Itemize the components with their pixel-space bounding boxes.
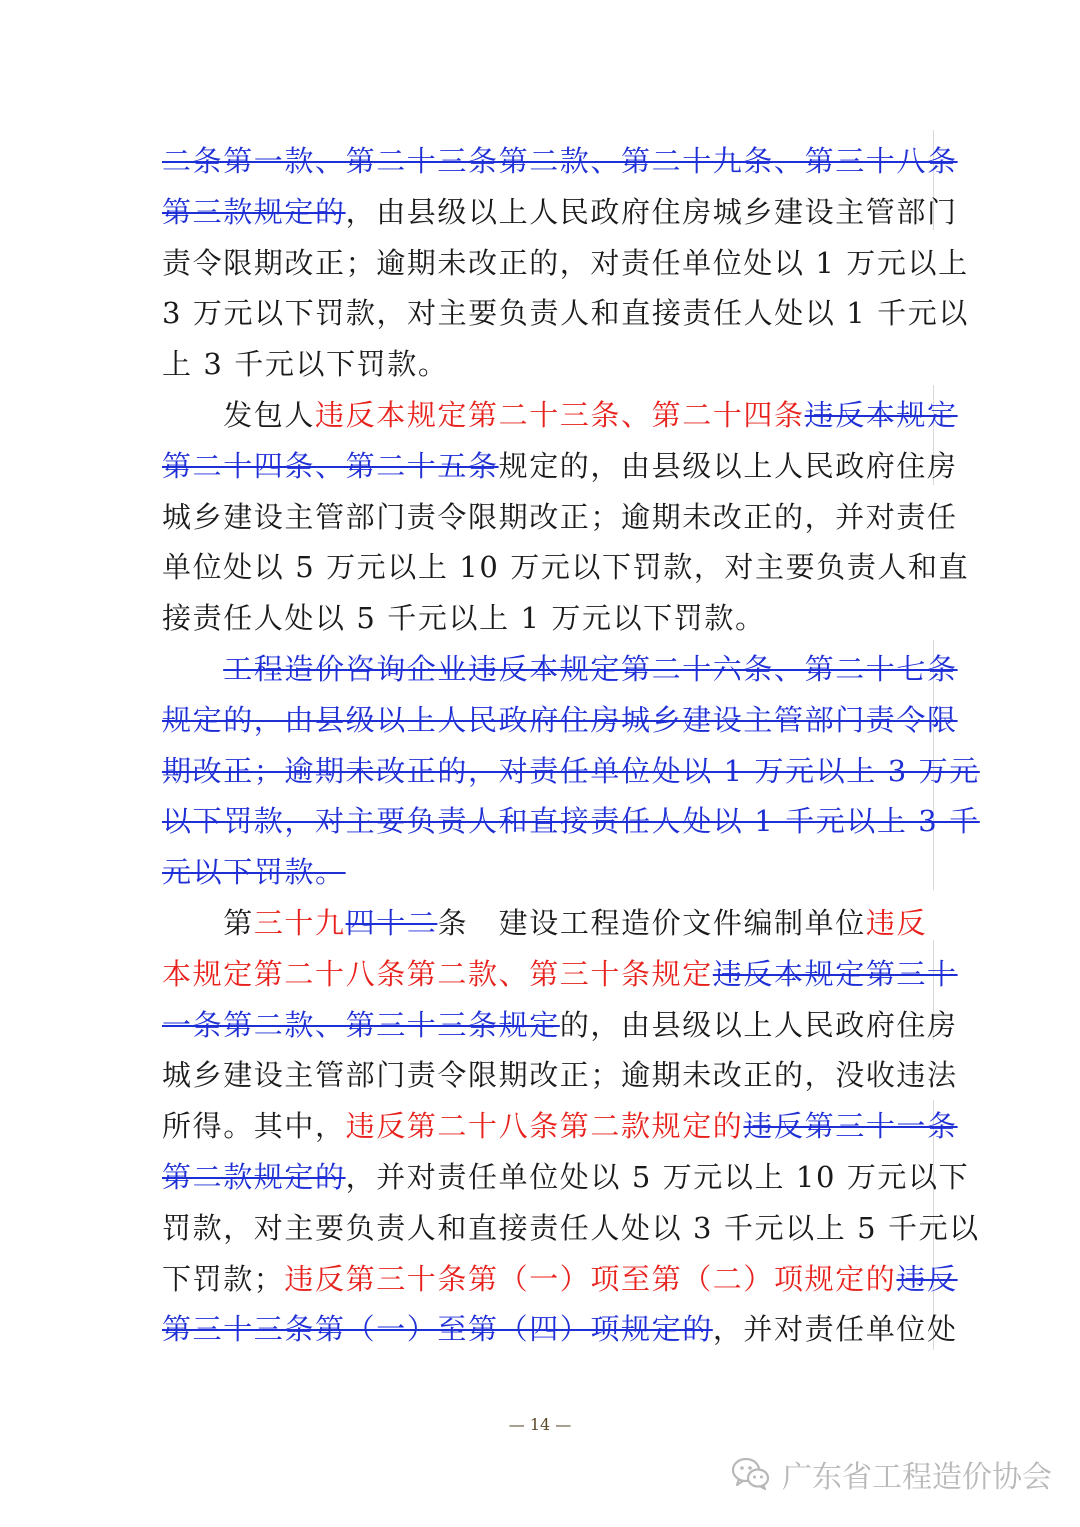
deleted-text: 违反 (896, 1261, 958, 1296)
text-line (162, 288, 969, 339)
body-text: 发包人 (162, 397, 316, 432)
body-text: ，并对责任单位处以 5 万元以上 10 万元以下 (345, 1159, 970, 1194)
wechat-icon (732, 1457, 770, 1491)
inserted-text: 违反第二十八条第二款规定的 (345, 1109, 744, 1144)
text-line (162, 1000, 958, 1051)
deleted-text: 一条第二款、第三十三条规定 (162, 1007, 560, 1042)
body-text: ，由县级以上人民政府住房城乡建设主管部门 (345, 194, 958, 229)
text-line (162, 187, 958, 238)
body-text: 罚款，对主要负责人和直接责任人处以 3 千元以上 5 千元以 (162, 1210, 980, 1245)
deleted-text: 规定的，由县级以上人民政府住房城乡建设主管部门责令限 (162, 702, 958, 737)
body-text: 所得。其中， (162, 1109, 346, 1144)
body-text: 条 建设工程造价文件编制单位 (437, 905, 866, 940)
inserted-text: 本规定第二十八条第二款、第三十条规定 (162, 956, 713, 991)
body-text: 的，由县级以上人民政府住房 (559, 1007, 958, 1042)
text-line (162, 1203, 980, 1254)
deleted-text: 四十二 (345, 905, 438, 940)
document-body (162, 136, 980, 1355)
body-text: 规定的，由县级以上人民政府住房 (498, 448, 958, 483)
inserted-text: 三十九 (253, 905, 346, 940)
text-line (162, 1050, 958, 1101)
text-line (162, 898, 928, 949)
text-line (162, 847, 922, 898)
text-line (162, 1254, 958, 1305)
body-text: 上 3 千元以下罚款。 (162, 347, 449, 382)
text-line (162, 1101, 958, 1152)
deleted-text: 期改正；逾期未改正的，对责任单位处以 1 万元以上 3 万元 (162, 753, 980, 788)
page-number: — 14 — (508, 1415, 572, 1434)
text-line (162, 593, 922, 644)
deleted-text: 第三款规定的 (162, 194, 346, 229)
text-line (162, 949, 958, 1000)
deleted-text: 二条第一款、第二十三条第二款、第二十九条、第三十八条 (162, 144, 958, 178)
body-text: 城乡建设主管部门责令限期改正；逾期未改正的，并对责任 (162, 499, 958, 534)
deleted-text: 第二十四条、第二十五条 (162, 448, 499, 483)
deleted-text: 违反第三十一条 (743, 1109, 958, 1144)
body-text: 城乡建设主管部门责令限期改正；逾期未改正的，没收违法 (162, 1058, 958, 1093)
deleted-text: 工程造价咨询企业违反本规定第二十六条、第二十七条 (223, 651, 958, 686)
deleted-text: 第三十三条第（一）至第（四）项规定的 (162, 1312, 713, 1347)
text-line (162, 1304, 958, 1355)
text-line (162, 441, 958, 492)
inserted-text: 违反第三十条第（一）项至第（二）项规定的 (284, 1261, 897, 1296)
body-text: 接责任人处以 5 千元以上 1 万元以下罚款。 (162, 601, 766, 636)
inserted-text: 违反本规定第二十三条、第二十四条 (315, 397, 805, 432)
text-line (162, 796, 980, 847)
deleted-text: 违反本规定 (804, 397, 958, 432)
body-text: 3 万元以下罚款，对主要负责人和直接责任人处以 1 千元以 (162, 296, 969, 331)
body-text: 责令限期改正；逾期未改正的，对责任单位处以 1 万元以上 (162, 245, 969, 280)
text-line (162, 136, 958, 187)
watermark-text: 广东省工程造价协会 (782, 1460, 1052, 1495)
text-line (162, 542, 970, 593)
text-line (162, 746, 980, 797)
body-text: ，并对责任单位处 (712, 1312, 958, 1347)
deleted-text: 违反本规定第三十 (712, 956, 958, 991)
deleted-text: 第二款规定的 (162, 1159, 346, 1194)
text-line (162, 339, 922, 390)
body-text: 下罚款； (162, 1261, 285, 1296)
deleted-text: 元以下罚款。 (162, 855, 346, 890)
text-line (162, 492, 958, 543)
deleted-text: 以下罚款，对主要负责人和直接责任人处以 1 千元以上 3 千 (162, 804, 980, 839)
text-line (162, 644, 958, 695)
watermark (732, 1452, 1052, 1496)
inserted-text: 违反 (865, 905, 928, 940)
body-text: 第 (162, 905, 254, 940)
body-text: 单位处以 5 万元以上 10 万元以下罚款，对主要负责人和直 (162, 550, 970, 585)
text-line (162, 390, 958, 441)
text-line (162, 1152, 970, 1203)
text-line (162, 238, 969, 289)
text-line (162, 695, 958, 746)
body-text (162, 652, 223, 686)
